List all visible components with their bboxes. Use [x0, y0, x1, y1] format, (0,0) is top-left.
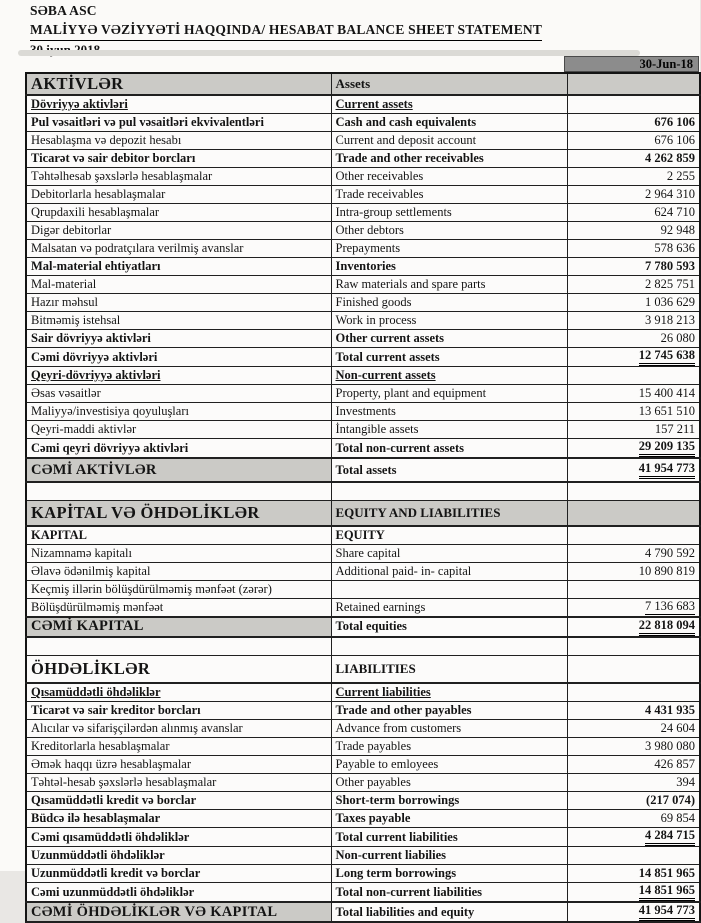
- cell-amount: [567, 439, 700, 459]
- amount-value: 14 851 965: [638, 866, 695, 880]
- table-row: [26, 828, 700, 847]
- table-row: [26, 403, 700, 421]
- cell-label-az: KAPITAL: [26, 526, 331, 545]
- cell-amount: [567, 222, 700, 240]
- table-row: [26, 330, 700, 348]
- cell-label-en: Other current assets: [331, 330, 567, 348]
- cell-label-az: Bölüşdürülməmiş mənfəət: [26, 598, 331, 617]
- amount-value: 24 604: [660, 721, 695, 735]
- amount-value: 426 857: [654, 757, 695, 771]
- cell-label-az: [26, 482, 331, 501]
- cell-amount: [567, 738, 700, 756]
- amount-value: 1 036 629: [645, 295, 695, 309]
- table-row: [26, 258, 700, 276]
- cell-label-az: [26, 637, 331, 656]
- table-row: [26, 458, 700, 482]
- cell-amount: [567, 580, 700, 598]
- cell-label-en: Total current assets: [331, 348, 567, 367]
- amount-value: (217 074): [646, 793, 695, 807]
- cell-label-en: Current and deposit account: [331, 132, 567, 150]
- cell-label-en: Work in process: [331, 312, 567, 330]
- cell-label-az: Qrupdaxili hesablaşmalar: [26, 204, 331, 222]
- cell-label-az: Sair dövriyyə aktivləri: [26, 330, 331, 348]
- cell-label-en: EQUITY: [331, 526, 567, 545]
- table-row: [26, 810, 700, 828]
- company-name: SƏBA ASC: [30, 3, 97, 18]
- cell-label-az: Uzunmüddətli kredit və borclar: [26, 865, 331, 883]
- cell-label-az: Nizamnamə kapitalı: [26, 544, 331, 562]
- amount-value: 3 918 213: [645, 313, 695, 327]
- spacer-row: [26, 637, 700, 656]
- scan-artifact-strip: [18, 50, 640, 56]
- cell-label-az: Dövriyyə aktivləri: [26, 95, 331, 114]
- amount-value: 676 106: [654, 115, 695, 129]
- table-row: [26, 114, 700, 132]
- amount-value: 578 636: [654, 241, 695, 255]
- balance-sheet-body: [26, 73, 700, 922]
- cell-label-en: Total equities: [331, 617, 567, 637]
- cell-label-az: Ticarət və sair kreditor borcları: [26, 702, 331, 720]
- cell-label-en: Inventories: [331, 258, 567, 276]
- cell-amount: [567, 655, 700, 683]
- cell-label-en: [331, 580, 567, 598]
- cell-label-az: Debitorlarla hesablaşmalar: [26, 186, 331, 204]
- cell-amount: [567, 810, 700, 828]
- amount-value: 7 136 683: [645, 599, 695, 613]
- cell-amount: [567, 847, 700, 865]
- cell-label-az: Büdcə ilə hesablaşmalar: [26, 810, 331, 828]
- table-row: [26, 720, 700, 738]
- cell-label-en: Raw materials and spare parts: [331, 276, 567, 294]
- cell-label-en: İntangible assets: [331, 421, 567, 439]
- cell-label-az: Qısamüddətli öhdəliklər: [26, 683, 331, 702]
- cell-label-en: Share capital: [331, 544, 567, 562]
- cell-label-az: Qeyri-dövriyyə aktivləri: [26, 367, 331, 385]
- cell-label-en: Cash and cash equivalents: [331, 114, 567, 132]
- cell-amount: [567, 204, 700, 222]
- cell-label-en: Property, plant and equipment: [331, 385, 567, 403]
- amount-value: 10 890 819: [638, 563, 695, 578]
- table-row: [26, 150, 700, 168]
- cell-label-az: CƏMİ AKTİVLƏR: [26, 458, 331, 482]
- cell-amount: [567, 902, 700, 922]
- cell-amount: [567, 598, 700, 617]
- cell-amount: [567, 258, 700, 276]
- cell-amount: [567, 501, 700, 526]
- cell-label-en: Short-term borrowings: [331, 792, 567, 810]
- amount-value: 22 818 094: [639, 618, 695, 636]
- cell-label-en: LIABILITIES: [331, 655, 567, 683]
- table-row: [26, 847, 700, 865]
- cell-label-az: Cəmi dövriyyə aktivləri: [26, 348, 331, 367]
- cell-label-en: Other receivables: [331, 168, 567, 186]
- cell-amount: [567, 114, 700, 132]
- cell-label-az: Ticarət və sair debitor borcları: [26, 150, 331, 168]
- table-row: [26, 276, 700, 294]
- cell-label-en: Payable to emloyees: [331, 756, 567, 774]
- amount-value: 676 106: [654, 133, 695, 147]
- table-row: [26, 240, 700, 258]
- amount-value: 41 954 773: [639, 461, 695, 479]
- cell-label-en: Total liabilities and equity: [331, 902, 567, 922]
- cell-label-az: Əlavə ödənilmiş kapital: [26, 562, 331, 580]
- cell-label-en: Other debtors: [331, 222, 567, 240]
- date-column-header: 30-Jun-18: [564, 56, 699, 72]
- amount-value: 4 790 592: [645, 545, 695, 560]
- cell-amount: [567, 132, 700, 150]
- cell-label-az: Əmək haqqı üzrə hesablaşmalar: [26, 756, 331, 774]
- table-row: [26, 883, 700, 903]
- cell-label-az: Təhtəlhesab şəxslərlə hesablaşmalar: [26, 168, 331, 186]
- amount-value: 2 255: [666, 169, 695, 183]
- cell-label-az: Kreditorlarla hesablaşmalar: [26, 738, 331, 756]
- table-row: [26, 683, 700, 702]
- cell-label-az: ÖHDƏLİKLƏR: [26, 655, 331, 683]
- cell-label-en: Investments: [331, 403, 567, 421]
- cell-label-az: Təhtəl-hesab şəxslərlə hesablaşmalar: [26, 774, 331, 792]
- table-row: [26, 792, 700, 810]
- cell-amount: [567, 720, 700, 738]
- table-row: [26, 95, 700, 114]
- cell-amount: [567, 883, 700, 903]
- cell-label-en: Advance from customers: [331, 720, 567, 738]
- table-row: [26, 774, 700, 792]
- cell-amount: [567, 73, 700, 95]
- cell-amount: [567, 186, 700, 204]
- cell-amount: [567, 637, 700, 656]
- table-row: [26, 902, 700, 922]
- cell-label-en: EQUITY AND LIABILITIES: [331, 501, 567, 526]
- balance-sheet-table: [25, 72, 701, 923]
- cell-label-az: CƏMİ KAPITAL: [26, 617, 331, 637]
- cell-label-az: Cəmi qısamüddətli öhdəliklər: [26, 828, 331, 847]
- table-row: [26, 348, 700, 367]
- table-row: [26, 655, 700, 683]
- table-row: [26, 526, 700, 545]
- table-row: [26, 617, 700, 637]
- cell-amount: [567, 683, 700, 702]
- amount-value: 3 980 080: [645, 739, 695, 753]
- cell-label-az: Bitməmiş istehsal: [26, 312, 331, 330]
- amount-value: 13 651 510: [638, 404, 695, 418]
- table-row: [26, 756, 700, 774]
- cell-amount: [567, 617, 700, 637]
- cell-label-en: Trade and other receivables: [331, 150, 567, 168]
- table-row: [26, 421, 700, 439]
- cell-label-az: Digər debitorlar: [26, 222, 331, 240]
- cell-amount: [567, 348, 700, 367]
- cell-amount: [567, 702, 700, 720]
- cell-amount: [567, 544, 700, 562]
- amount-value: 41 954 773: [639, 903, 695, 921]
- table-row: [26, 501, 700, 526]
- amount-value: 4 262 859: [645, 151, 695, 165]
- amount-value: 15 400 414: [638, 386, 695, 400]
- cell-amount: [567, 276, 700, 294]
- cell-label-az: KAPİTAL VƏ ÖHDƏLİKLƏR: [26, 501, 331, 526]
- amount-value: 26 080: [660, 331, 695, 345]
- cell-label-en: Total current liabilities: [331, 828, 567, 847]
- cell-label-az: Uzunmüddətli öhdəliklər: [26, 847, 331, 865]
- cell-amount: [567, 458, 700, 482]
- cell-label-az: AKTİVLƏR: [26, 73, 331, 95]
- cell-amount: [567, 312, 700, 330]
- cell-amount: [567, 562, 700, 580]
- cell-label-az: CƏMİ ÖHDƏLİKLƏR VƏ KAPITAL: [26, 902, 331, 922]
- cell-label-az: Mal-material ehtiyatları: [26, 258, 331, 276]
- table-row: [26, 580, 700, 598]
- cell-label-az: Hesablaşma və depozit hesabı: [26, 132, 331, 150]
- cell-label-az: Hazır məhsul: [26, 294, 331, 312]
- cell-label-en: Trade receivables: [331, 186, 567, 204]
- cell-amount: [567, 403, 700, 421]
- cell-amount: [567, 240, 700, 258]
- amount-value: 69 854: [660, 811, 695, 825]
- table-row: [26, 168, 700, 186]
- cell-amount: [567, 828, 700, 847]
- cell-label-az: Pul vəsaitləri və pul vəsaitləri ekvivalentləri: [26, 114, 331, 132]
- table-row: [26, 865, 700, 883]
- table-row: [26, 73, 700, 95]
- cell-label-az: Qısamüddətli kredit və borclar: [26, 792, 331, 810]
- amount-value: 7 780 593: [645, 259, 695, 273]
- table-row: [26, 439, 700, 459]
- cell-amount: [567, 330, 700, 348]
- cell-label-az: Malsatan və podratçılara verilmiş avanslar: [26, 240, 331, 258]
- cell-label-az: Cəmi qeyri dövriyyə aktivləri: [26, 439, 331, 459]
- cell-amount: [567, 150, 700, 168]
- amount-value: 394: [676, 775, 695, 789]
- table-row: [26, 738, 700, 756]
- amount-value: 2 964 310: [645, 187, 695, 201]
- spacer-row: [26, 482, 700, 501]
- cell-label-en: Finished goods: [331, 294, 567, 312]
- cell-label-en: Retained earnings: [331, 598, 567, 617]
- cell-label-en: Taxes payable: [331, 810, 567, 828]
- cell-label-az: Keçmiş illərin bölüşdürülməmiş mənfəət (zərər): [26, 580, 331, 598]
- amount-value: 4 431 935: [645, 703, 695, 717]
- table-row: [26, 294, 700, 312]
- cell-label-az: Cəmi uzunmüddətli öhdəliklər: [26, 883, 331, 903]
- table-row: [26, 367, 700, 385]
- cell-label-en: Non-current assets: [331, 367, 567, 385]
- cell-label-az: Alıcılar və sifarişçilərdən alınmış avanslar: [26, 720, 331, 738]
- cell-label-en: Long term borrowings: [331, 865, 567, 883]
- cell-label-en: Non-current liabilies: [331, 847, 567, 865]
- cell-label-en: Intra-group settlements: [331, 204, 567, 222]
- cell-label-en: Current assets: [331, 95, 567, 114]
- cell-label-en: [331, 637, 567, 656]
- cell-label-en: Total non-current assets: [331, 439, 567, 459]
- document-title: MALİYYƏ VƏZİYYƏTİ HAQQINDA/ HESABAT BALANCE SHEET STATEMENT: [30, 22, 542, 41]
- cell-label-az: Əsas vəsaitlər: [26, 385, 331, 403]
- cell-label-en: Current liabilities: [331, 683, 567, 702]
- amount-value: 12 745 638: [639, 348, 695, 366]
- table-row: [26, 186, 700, 204]
- cell-amount: [567, 367, 700, 385]
- cell-amount: [567, 95, 700, 114]
- amount-value: 2 825 751: [645, 277, 695, 291]
- cell-label-az: Qeyri-maddi aktivlər: [26, 421, 331, 439]
- cell-label-en: Trade payables: [331, 738, 567, 756]
- table-row: [26, 544, 700, 562]
- table-row: [26, 385, 700, 403]
- cell-amount: [567, 168, 700, 186]
- cell-label-en: Trade and other payables: [331, 702, 567, 720]
- table-row: [26, 598, 700, 617]
- cell-amount: [567, 792, 700, 810]
- cell-label-en: Additional paid- in- capital: [331, 562, 567, 580]
- amount-value: 4 284 715: [645, 828, 695, 846]
- cell-label-en: [331, 482, 567, 501]
- amount-value: 29 209 135: [639, 439, 695, 457]
- cell-amount: [567, 774, 700, 792]
- table-row: [26, 222, 700, 240]
- cell-label-en: Other payables: [331, 774, 567, 792]
- cell-amount: [567, 865, 700, 883]
- table-row: [26, 562, 700, 580]
- amount-value: 624 710: [654, 205, 695, 219]
- cell-label-az: Maliyyə/investisiya qoyuluşları: [26, 403, 331, 421]
- cell-amount: [567, 294, 700, 312]
- table-row: [26, 204, 700, 222]
- amount-value: 157 211: [654, 422, 695, 436]
- table-row: [26, 312, 700, 330]
- cell-amount: [567, 421, 700, 439]
- cell-amount: [567, 385, 700, 403]
- table-row: [26, 702, 700, 720]
- amount-value: 92 948: [660, 223, 695, 237]
- cell-label-en: Total non-current liabilities: [331, 883, 567, 903]
- cell-amount: [567, 756, 700, 774]
- cell-label-az: Mal-material: [26, 276, 331, 294]
- table-row: [26, 132, 700, 150]
- cell-amount: [567, 482, 700, 501]
- cell-amount: [567, 526, 700, 545]
- amount-value: 14 851 965: [639, 883, 695, 901]
- cell-label-en: Assets: [331, 73, 567, 95]
- cell-label-en: Total assets: [331, 458, 567, 482]
- cell-label-en: Prepayments: [331, 240, 567, 258]
